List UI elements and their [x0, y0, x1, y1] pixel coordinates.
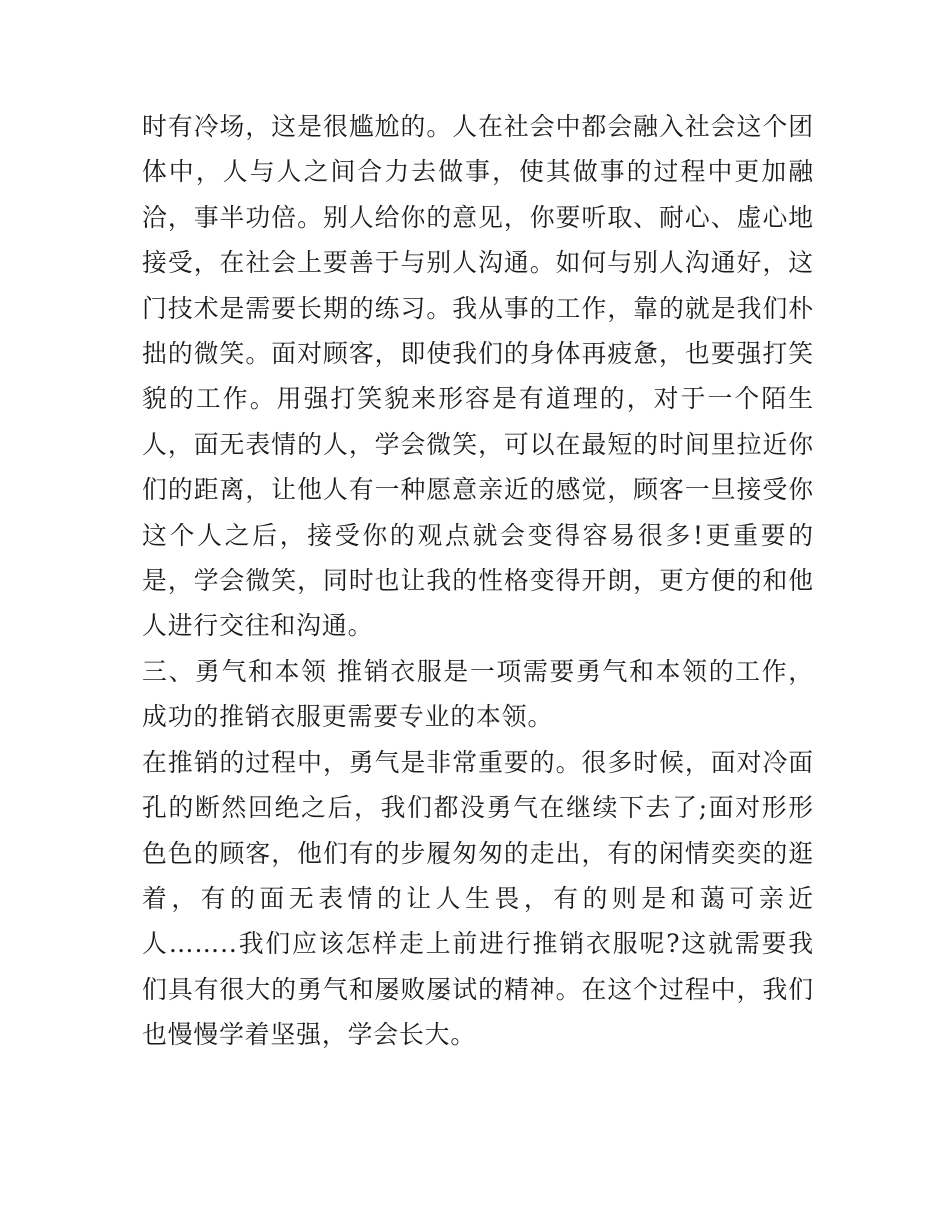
paragraph-courage-body: 在推销的过程中，勇气是非常重要的。很多时候，面对冷面孔的断然回绝之后，我们都没勇气在继续下去了;面对形形色色的顾客，他们有的步履匆匆的走出，有的闲情奕奕的逛着，有的面无表情的让人生畏，有的则是和蔼可亲近人……..我们应该怎样走上前进行推销衣服呢?这就需要我们具有很大的勇气和屡败屡试的精神。在这个过程中，我们也慢慢学着坚强，学会长大。: [142, 747, 814, 1050]
paragraph-smile: 时有冷场，这是很尴尬的。人在社会中都会融入社会这个团体中，人与人之间合力去做事，使其做事的过程中更加融洽，事半功倍。别人给你的意见，你要听取、耐心、虚心地接受，在社会上要善于与别人沟通。如何与别人沟通好，这门技术是需要长期的练习。我从事的工作，靠的就是我们朴拙的微笑。面对顾客，即使我们的身体再疲惫，也要强打笑貌的工作。用强打笑貌来形容是有道理的，对于一个陌生人，面无表情的人，学会微笑，可以在最短的时间里拉近你们的距离，让他人有一种愿意亲近的感觉，顾客一旦接受你这个人之后，接受你的观点就会变得容易很多!更重要的是，学会微笑，同时也让我的性格变得开朗，更方便的和他人进行交往和沟通。: [142, 112, 814, 641]
document-body: [142, 104, 814, 1058]
paragraph-courage-heading: 三、勇气和本领 推销衣服是一项需要勇气和本领的工作，成功的推销衣服更需要专业的本领。: [142, 656, 814, 732]
